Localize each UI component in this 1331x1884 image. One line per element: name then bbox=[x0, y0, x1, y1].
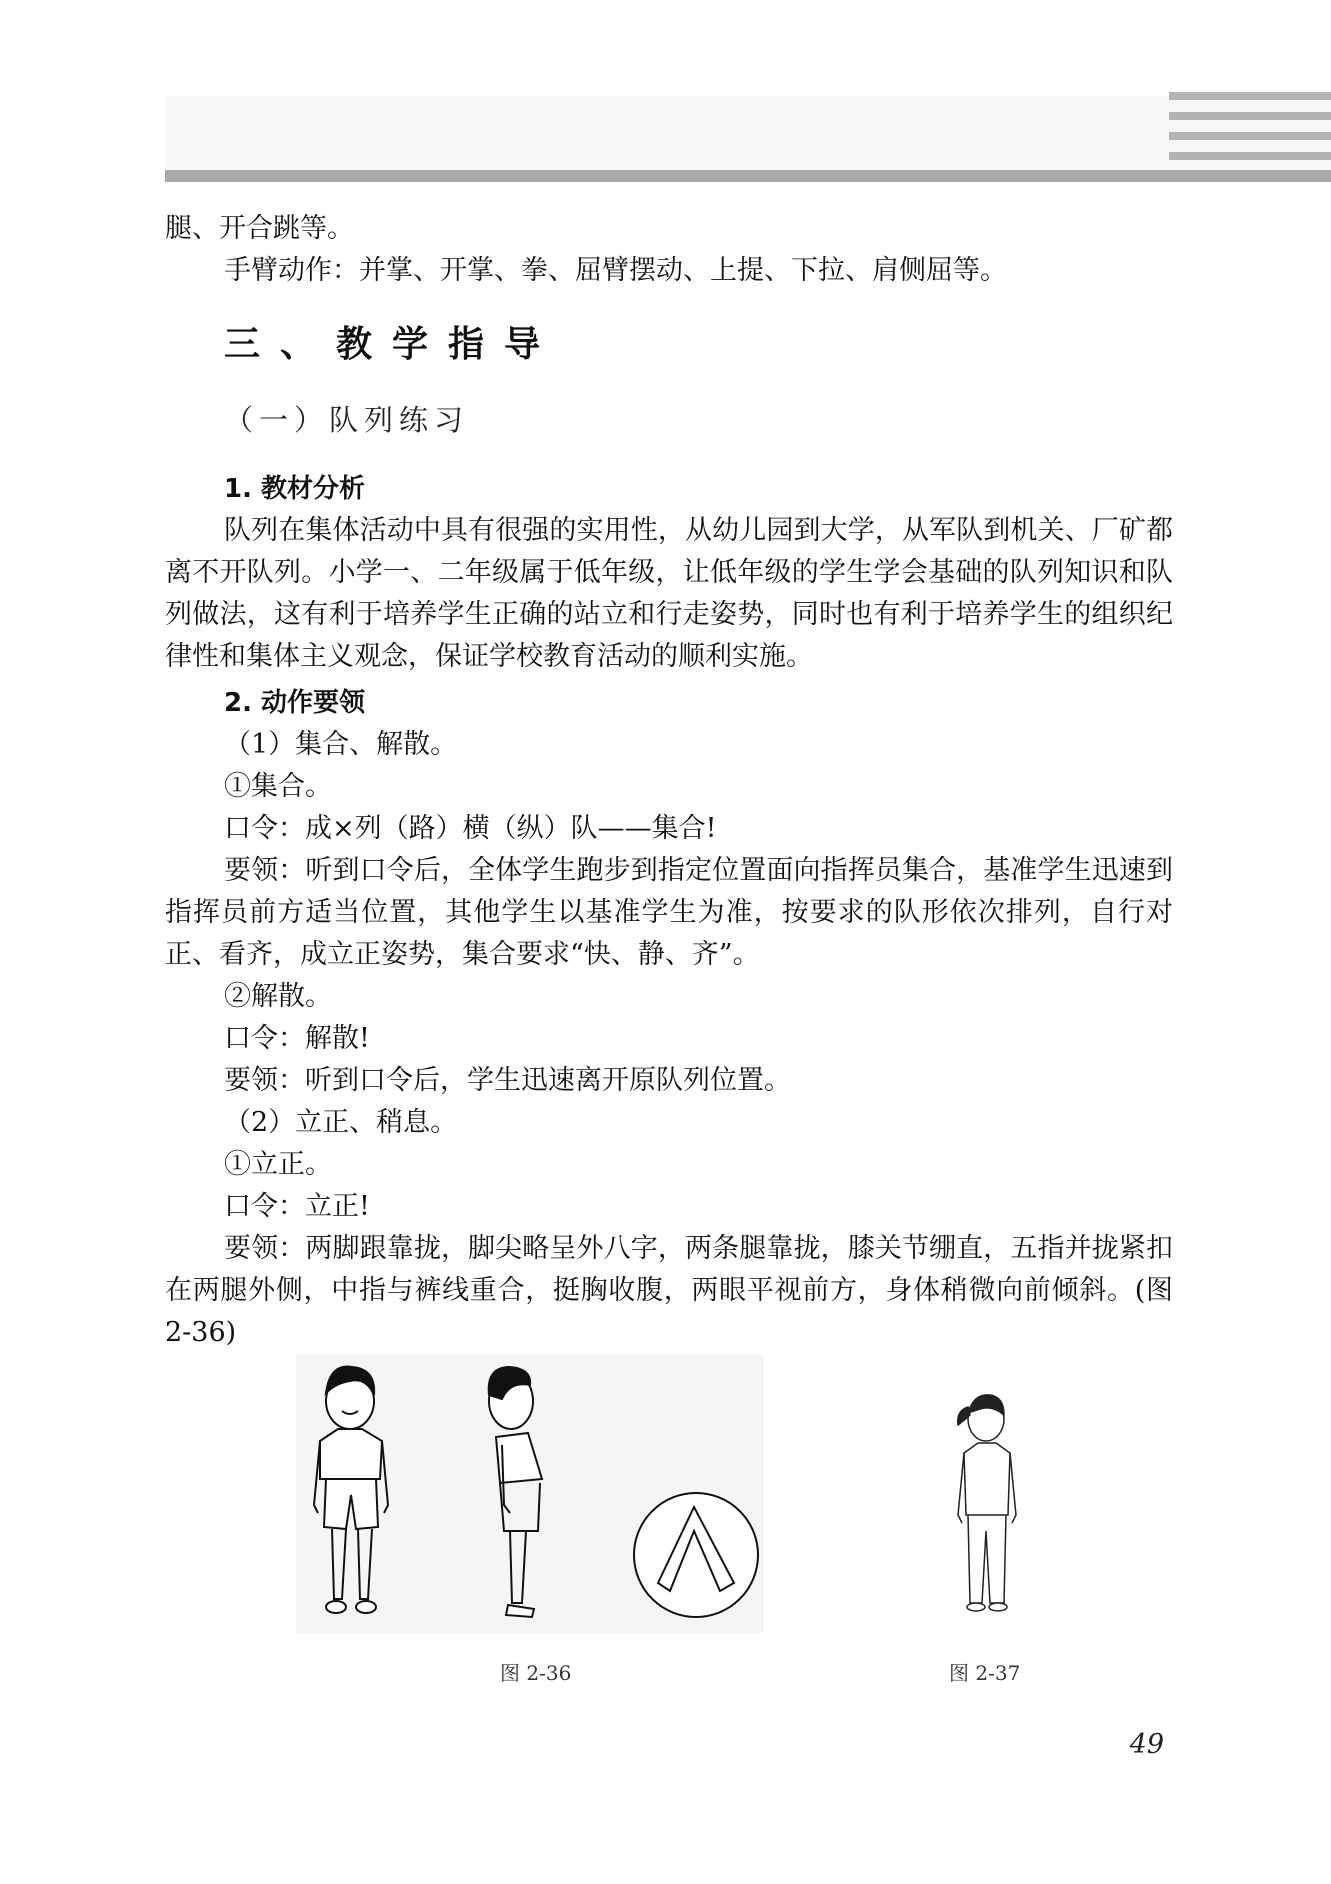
header-stripe bbox=[1169, 152, 1331, 160]
item-attention: ①立正。 bbox=[224, 1149, 332, 1180]
essentials-assemble: 要领：听到口令后，全体学生跑步到指定位置面向指挥员集合，基准学生迅速到指挥员前方适当位置，其他学生以基准学生为准，按要求的队形依次排列，自行对正、看齐，成立正姿势，集合要求“快、静、齐”。 bbox=[165, 855, 1173, 970]
item-assemble: ①集合。 bbox=[224, 771, 332, 802]
subsection-title: （一）队列练习 bbox=[224, 403, 470, 437]
figure-2-37-illustration bbox=[930, 1385, 1042, 1620]
header-stripe bbox=[1169, 132, 1331, 140]
item-attention-atease: （2）立正、稍息。 bbox=[224, 1107, 458, 1138]
essentials-attention: 要领：两脚跟靠拢，脚尖略呈外八字，两条腿靠拢，膝关节绷直，五指并拢紧扣在两腿外侧，中指与裤线重合，挺胸收腹，两眼平视前方，身体稍微向前倾斜。(图 2-36) bbox=[165, 1233, 1173, 1348]
header-stripe bbox=[1169, 92, 1331, 100]
command-attention: 口令：立正! bbox=[224, 1191, 370, 1222]
page-body bbox=[165, 208, 1173, 1354]
figure-2-36-caption: 图 2-36 bbox=[500, 1661, 572, 1685]
essentials-dismiss: 要领：听到口令后，学生迅速离开原队列位置。 bbox=[224, 1065, 791, 1096]
page-number: 49 bbox=[1129, 1729, 1164, 1760]
continuation-text: 腿、开合跳等。 bbox=[165, 213, 354, 244]
figure-2-36-illustration bbox=[296, 1355, 764, 1633]
header-stripe bbox=[1169, 112, 1331, 120]
section-title: 三、教学指导 bbox=[224, 323, 561, 365]
material-analysis-paragraph: 队列在集体活动中具有很强的实用性，从幼儿园到大学，从军队到机关、厂矿都离不开队列。小学一、二年级属于低年级，让低年级的学生学会基础的队列知识和队列做法，这有利于培养学生正确的站立和行走姿势，同时也有利于培养学生的组织纪律性和集体主义观念，保证学校教育活动的顺利实施。 bbox=[165, 515, 1173, 672]
command-dismiss: 口令：解散! bbox=[224, 1023, 370, 1054]
header-band bbox=[165, 96, 1331, 170]
heading-action-essentials: 2. 动作要领 bbox=[224, 688, 366, 718]
command-assemble: 口令：成×列（路）横（纵）队——集合! bbox=[224, 813, 717, 844]
heading-material-analysis: 1. 教材分析 bbox=[224, 474, 366, 504]
header-rule bbox=[165, 170, 1331, 182]
figure-2-37-caption: 图 2-37 bbox=[949, 1661, 1021, 1685]
item-assemble-dismiss: （1）集合、解散。 bbox=[224, 729, 458, 760]
item-dismiss: ②解散。 bbox=[224, 981, 332, 1012]
arm-actions-text: 手臂动作：并掌、开掌、拳、屈臂摆动、上提、下拉、肩侧屈等。 bbox=[224, 255, 1007, 286]
